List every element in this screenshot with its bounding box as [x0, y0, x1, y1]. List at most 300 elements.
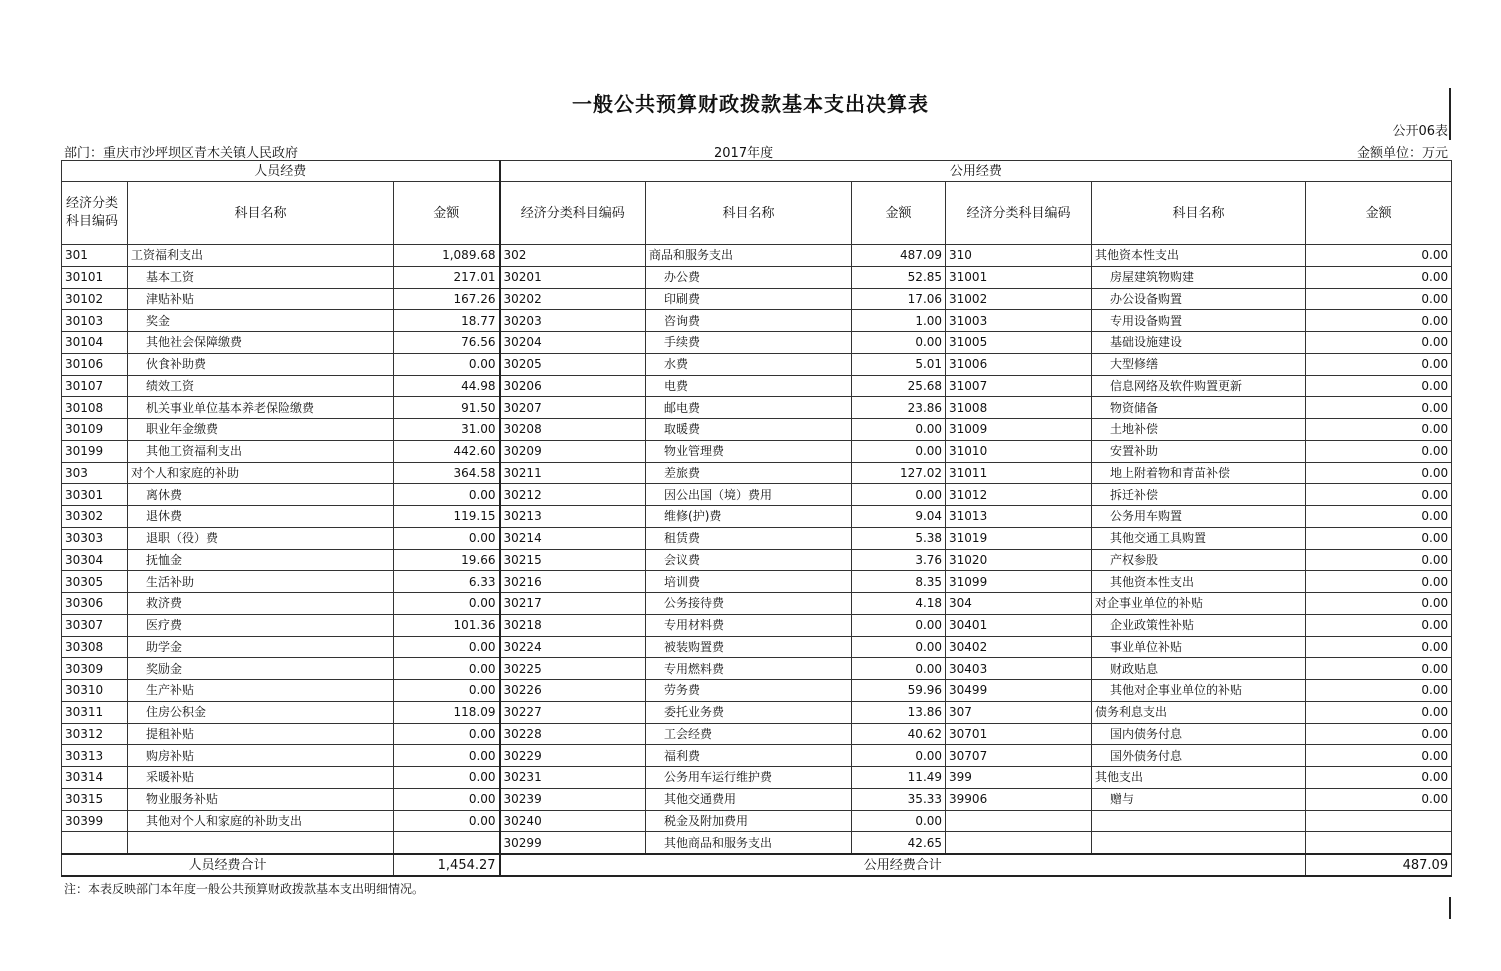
personnel-code-cell: 30312: [62, 723, 128, 745]
personnel-code-cell: 30304: [62, 549, 128, 571]
personnel-name-cell: 津贴补贴: [128, 288, 394, 310]
capital-code-cell: 39906: [946, 788, 1092, 810]
capital-amount-cell: 0.00: [1306, 745, 1452, 767]
goods-amount-cell: 0.00: [852, 810, 946, 832]
goods-code-cell: 30215: [500, 549, 646, 571]
personnel-code-cell: 30306: [62, 593, 128, 615]
personnel-code-cell: 30109: [62, 419, 128, 441]
capital-name-cell: 安置补助: [1092, 440, 1306, 462]
table-row: [62, 419, 1452, 441]
capital-code-cell: 31012: [946, 484, 1092, 506]
capital-name-cell: 房屋建筑物购建: [1092, 266, 1306, 288]
goods-name-cell: 因公出国（境）费用: [646, 484, 852, 506]
col-header-name: 科目名称: [128, 182, 394, 245]
section-header-row: [62, 161, 1452, 182]
capital-amount-cell: 0.00: [1306, 440, 1452, 462]
goods-code-cell: 30225: [500, 658, 646, 680]
personnel-code-cell: 301: [62, 245, 128, 267]
table-row: [62, 310, 1452, 332]
table-row: [62, 440, 1452, 462]
personnel-code-cell: 30104: [62, 332, 128, 354]
personnel-amount-cell: 217.01: [394, 266, 500, 288]
capital-name-cell: 其他资本性支出: [1092, 245, 1306, 267]
goods-name-cell: 其他交通费用: [646, 788, 852, 810]
capital-amount-cell: 0.00: [1306, 288, 1452, 310]
capital-amount-cell: 0.00: [1306, 310, 1452, 332]
goods-amount-cell: 4.18: [852, 593, 946, 615]
personnel-code-cell: 30107: [62, 375, 128, 397]
personnel-amount-cell: 0.00: [394, 527, 500, 549]
personnel-name-cell: 基本工资: [128, 266, 394, 288]
col-header-name-capital: 科目名称: [1092, 182, 1306, 245]
capital-amount-cell: 0.00: [1306, 636, 1452, 658]
personnel-name-cell: [128, 832, 394, 854]
capital-code-cell: 31002: [946, 288, 1092, 310]
personnel-amount-cell: 364.58: [394, 462, 500, 484]
capital-code-cell: 31020: [946, 549, 1092, 571]
goods-code-cell: 30209: [500, 440, 646, 462]
personnel-name-cell: 救济费: [128, 593, 394, 615]
unit-label: 金额单位：万元: [1356, 146, 1448, 161]
personnel-total-amount: 1,454.27: [394, 854, 500, 876]
capital-code-cell: 307: [946, 701, 1092, 723]
personnel-name-cell: 住房公积金: [128, 701, 394, 723]
goods-code-cell: 30240: [500, 810, 646, 832]
page-edge-line-bottom: [1449, 897, 1451, 919]
expenditure-table: [61, 160, 1452, 877]
capital-code-cell: 30499: [946, 680, 1092, 702]
goods-name-cell: 培训费: [646, 571, 852, 593]
table-row: [62, 636, 1452, 658]
capital-amount-cell: 0.00: [1306, 658, 1452, 680]
capital-amount-cell: 0.00: [1306, 680, 1452, 702]
goods-name-cell: 其他商品和服务支出: [646, 832, 852, 854]
goods-code-cell: 30218: [500, 614, 646, 636]
personnel-name-cell: 购房补贴: [128, 745, 394, 767]
col-header-code-capital: 经济分类科目编码: [946, 182, 1092, 245]
goods-code-cell: 30212: [500, 484, 646, 506]
personnel-name-cell: 退休费: [128, 506, 394, 528]
table-row: [62, 614, 1452, 636]
table-row: [62, 658, 1452, 680]
goods-amount-cell: 0.00: [852, 636, 946, 658]
goods-name-cell: 委托业务费: [646, 701, 852, 723]
personnel-name-cell: 职业年金缴费: [128, 419, 394, 441]
goods-amount-cell: 8.35: [852, 571, 946, 593]
personnel-code-cell: 30101: [62, 266, 128, 288]
goods-code-cell: 30204: [500, 332, 646, 354]
personnel-amount-cell: 18.77: [394, 310, 500, 332]
personnel-name-cell: 抚恤金: [128, 549, 394, 571]
goods-amount-cell: 487.09: [852, 245, 946, 267]
capital-code-cell: [946, 810, 1092, 832]
goods-code-cell: 30299: [500, 832, 646, 854]
capital-amount-cell: 0.00: [1306, 484, 1452, 506]
table-row: [62, 701, 1452, 723]
goods-code-cell: 30208: [500, 419, 646, 441]
capital-code-cell: 31008: [946, 397, 1092, 419]
table-row: [62, 353, 1452, 375]
goods-code-cell: 30205: [500, 353, 646, 375]
capital-name-cell: 赠与: [1092, 788, 1306, 810]
personnel-code-cell: 30303: [62, 527, 128, 549]
goods-name-cell: 物业管理费: [646, 440, 852, 462]
goods-name-cell: 水费: [646, 353, 852, 375]
personnel-amount-cell: 167.26: [394, 288, 500, 310]
goods-code-cell: 30229: [500, 745, 646, 767]
personnel-amount-cell: 44.98: [394, 375, 500, 397]
personnel-amount-cell: 0.00: [394, 788, 500, 810]
personnel-amount-cell: 0.00: [394, 745, 500, 767]
goods-amount-cell: 3.76: [852, 549, 946, 571]
capital-code-cell: 31001: [946, 266, 1092, 288]
table-row: [62, 723, 1452, 745]
personnel-amount-cell: 0.00: [394, 593, 500, 615]
goods-code-cell: 30228: [500, 723, 646, 745]
capital-amount-cell: 0.00: [1306, 462, 1452, 484]
department-label: 部门：重庆市沙坪坝区青木关镇人民政府: [64, 146, 299, 161]
table-row: [62, 266, 1452, 288]
goods-amount-cell: 0.00: [852, 614, 946, 636]
goods-name-cell: 电费: [646, 375, 852, 397]
personnel-amount-cell: 119.15: [394, 506, 500, 528]
goods-amount-cell: 0.00: [852, 440, 946, 462]
personnel-code-cell: 30199: [62, 440, 128, 462]
capital-amount-cell: [1306, 832, 1452, 854]
personnel-name-cell: 奖励金: [128, 658, 394, 680]
goods-amount-cell: 0.00: [852, 419, 946, 441]
capital-amount-cell: 0.00: [1306, 332, 1452, 354]
goods-name-cell: 专用燃料费: [646, 658, 852, 680]
personnel-name-cell: 助学金: [128, 636, 394, 658]
personnel-name-cell: 物业服务补贴: [128, 788, 394, 810]
personnel-amount-cell: 0.00: [394, 636, 500, 658]
goods-amount-cell: 52.85: [852, 266, 946, 288]
capital-name-cell: 企业政策性补贴: [1092, 614, 1306, 636]
table-row: [62, 375, 1452, 397]
capital-code-cell: 31003: [946, 310, 1092, 332]
goods-amount-cell: 42.65: [852, 832, 946, 854]
goods-code-cell: 30202: [500, 288, 646, 310]
capital-amount-cell: 0.00: [1306, 245, 1452, 267]
totals-row: [62, 854, 1452, 876]
table-row: [62, 332, 1452, 354]
goods-code-cell: 30239: [500, 788, 646, 810]
goods-name-cell: 税金及附加费用: [646, 810, 852, 832]
capital-code-cell: 31099: [946, 571, 1092, 593]
goods-amount-cell: 40.62: [852, 723, 946, 745]
col-header-code-line1: 经济分类: [66, 195, 119, 211]
capital-name-cell: 其他支出: [1092, 767, 1306, 789]
table-row: [62, 527, 1452, 549]
capital-name-cell: 公务用车购置: [1092, 506, 1306, 528]
personnel-name-cell: 退职（役）费: [128, 527, 394, 549]
table-row: [62, 832, 1452, 854]
personnel-amount-cell: 0.00: [394, 723, 500, 745]
personnel-code-cell: 30314: [62, 767, 128, 789]
goods-code-cell: 30216: [500, 571, 646, 593]
footnote: 注：本表反映部门本年度一般公共预算财政拨款基本支出明细情况。: [64, 882, 425, 896]
table-row: [62, 506, 1452, 528]
capital-name-cell: 其他交通工具购置: [1092, 527, 1306, 549]
capital-name-cell: 产权参股: [1092, 549, 1306, 571]
personnel-code-cell: 30309: [62, 658, 128, 680]
goods-code-cell: 30224: [500, 636, 646, 658]
capital-amount-cell: 0.00: [1306, 419, 1452, 441]
personnel-code-cell: 30315: [62, 788, 128, 810]
capital-name-cell: 专用设备购置: [1092, 310, 1306, 332]
personnel-code-cell: 30102: [62, 288, 128, 310]
col-header-code: [62, 182, 128, 245]
table-row: [62, 549, 1452, 571]
personnel-amount-cell: 31.00: [394, 419, 500, 441]
personnel-name-cell: 绩效工资: [128, 375, 394, 397]
public-total-label: 公用经费合计: [500, 854, 1306, 876]
personnel-amount-cell: 19.66: [394, 549, 500, 571]
capital-name-cell: 土地补偿: [1092, 419, 1306, 441]
personnel-amount-cell: 118.09: [394, 701, 500, 723]
section-public: 公用经费: [500, 161, 1452, 182]
goods-code-cell: 30207: [500, 397, 646, 419]
capital-code-cell: 31006: [946, 353, 1092, 375]
capital-code-cell: 31010: [946, 440, 1092, 462]
personnel-code-cell: 30313: [62, 745, 128, 767]
personnel-code-cell: 30310: [62, 680, 128, 702]
col-header-name-public: 科目名称: [646, 182, 852, 245]
goods-name-cell: 会议费: [646, 549, 852, 571]
section-personnel: 人员经费: [62, 161, 500, 182]
goods-amount-cell: 17.06: [852, 288, 946, 310]
capital-amount-cell: 0.00: [1306, 701, 1452, 723]
personnel-amount-cell: 0.00: [394, 353, 500, 375]
personnel-code-cell: 30302: [62, 506, 128, 528]
personnel-name-cell: 生产补贴: [128, 680, 394, 702]
personnel-name-cell: 采暖补贴: [128, 767, 394, 789]
public-total-amount: 487.09: [1306, 854, 1452, 876]
capital-name-cell: 地上附着物和青苗补偿: [1092, 462, 1306, 484]
personnel-code-cell: 30399: [62, 810, 128, 832]
table-row: [62, 462, 1452, 484]
personnel-code-cell: [62, 832, 128, 854]
capital-amount-cell: 0.00: [1306, 506, 1452, 528]
capital-amount-cell: 0.00: [1306, 593, 1452, 615]
personnel-amount-cell: 1,089.68: [394, 245, 500, 267]
goods-amount-cell: 13.86: [852, 701, 946, 723]
goods-amount-cell: 59.96: [852, 680, 946, 702]
capital-name-cell: 拆迁补偿: [1092, 484, 1306, 506]
personnel-name-cell: 提租补贴: [128, 723, 394, 745]
capital-name-cell: 财政贴息: [1092, 658, 1306, 680]
goods-name-cell: 劳务费: [646, 680, 852, 702]
personnel-amount-cell: 91.50: [394, 397, 500, 419]
table-row: [62, 288, 1452, 310]
capital-amount-cell: 0.00: [1306, 723, 1452, 745]
goods-name-cell: 办公费: [646, 266, 852, 288]
capital-code-cell: 31019: [946, 527, 1092, 549]
capital-code-cell: 31007: [946, 375, 1092, 397]
personnel-amount-cell: 0.00: [394, 767, 500, 789]
goods-code-cell: 30201: [500, 266, 646, 288]
personnel-code-cell: 30308: [62, 636, 128, 658]
year-label: 2017年度: [714, 146, 774, 161]
table-row: [62, 593, 1452, 615]
goods-amount-cell: 35.33: [852, 788, 946, 810]
personnel-amount-cell: 6.33: [394, 571, 500, 593]
table-row: [62, 484, 1452, 506]
goods-code-cell: 30214: [500, 527, 646, 549]
capital-name-cell: 信息网络及软件购置更新: [1092, 375, 1306, 397]
personnel-amount-cell: 76.56: [394, 332, 500, 354]
capital-code-cell: 304: [946, 593, 1092, 615]
page-title: 一般公共预算财政拨款基本支出决算表: [572, 92, 929, 116]
goods-amount-cell: 1.00: [852, 310, 946, 332]
personnel-name-cell: 奖金: [128, 310, 394, 332]
table-row: [62, 680, 1452, 702]
capital-code-cell: 31009: [946, 419, 1092, 441]
capital-amount-cell: 0.00: [1306, 375, 1452, 397]
personnel-amount-cell: 0.00: [394, 484, 500, 506]
table-row: [62, 745, 1452, 767]
personnel-name-cell: 其他对个人和家庭的补助支出: [128, 810, 394, 832]
col-header-amount-capital: 金额: [1306, 182, 1452, 245]
capital-amount-cell: [1306, 810, 1452, 832]
capital-amount-cell: 0.00: [1306, 266, 1452, 288]
personnel-code-cell: 30108: [62, 397, 128, 419]
personnel-amount-cell: [394, 832, 500, 854]
personnel-code-cell: 303: [62, 462, 128, 484]
personnel-code-cell: 30301: [62, 484, 128, 506]
goods-code-cell: 30231: [500, 767, 646, 789]
goods-code-cell: 302: [500, 245, 646, 267]
goods-code-cell: 30226: [500, 680, 646, 702]
personnel-code-cell: 30103: [62, 310, 128, 332]
table-row: [62, 788, 1452, 810]
goods-name-cell: 邮电费: [646, 397, 852, 419]
personnel-name-cell: 其他社会保障缴费: [128, 332, 394, 354]
goods-name-cell: 租赁费: [646, 527, 852, 549]
table-row: [62, 397, 1452, 419]
capital-code-cell: [946, 832, 1092, 854]
personnel-code-cell: 30305: [62, 571, 128, 593]
personnel-name-cell: 医疗费: [128, 614, 394, 636]
capital-code-cell: 31011: [946, 462, 1092, 484]
goods-amount-cell: 0.00: [852, 332, 946, 354]
personnel-name-cell: 其他工资福利支出: [128, 440, 394, 462]
capital-name-cell: 办公设备购置: [1092, 288, 1306, 310]
goods-name-cell: 咨询费: [646, 310, 852, 332]
col-header-amount: 金额: [394, 182, 500, 245]
goods-amount-cell: 5.01: [852, 353, 946, 375]
goods-amount-cell: 23.86: [852, 397, 946, 419]
goods-amount-cell: 11.49: [852, 767, 946, 789]
capital-name-cell: 对企事业单位的补贴: [1092, 593, 1306, 615]
col-header-code-line2: 科目编码: [66, 214, 119, 229]
goods-amount-cell: 127.02: [852, 462, 946, 484]
capital-code-cell: 399: [946, 767, 1092, 789]
goods-name-cell: 商品和服务支出: [646, 245, 852, 267]
capital-name-cell: 其他资本性支出: [1092, 571, 1306, 593]
personnel-name-cell: 机关事业单位基本养老保险缴费: [128, 397, 394, 419]
goods-amount-cell: 5.38: [852, 527, 946, 549]
table-row: [62, 245, 1452, 267]
table-row: [62, 571, 1452, 593]
capital-name-cell: 债务利息支出: [1092, 701, 1306, 723]
goods-name-cell: 公务用车运行维护费: [646, 767, 852, 789]
goods-amount-cell: 0.00: [852, 484, 946, 506]
capital-code-cell: 30402: [946, 636, 1092, 658]
capital-code-cell: 30707: [946, 745, 1092, 767]
capital-name-cell: 其他对企事业单位的补贴: [1092, 680, 1306, 702]
personnel-amount-cell: 0.00: [394, 658, 500, 680]
goods-name-cell: 专用材料费: [646, 614, 852, 636]
goods-code-cell: 30211: [500, 462, 646, 484]
capital-name-cell: 国外债务付息: [1092, 745, 1306, 767]
personnel-total-label: 人员经费合计: [62, 854, 394, 876]
column-header-row: [62, 182, 1452, 245]
personnel-name-cell: 对个人和家庭的补助: [128, 462, 394, 484]
goods-name-cell: 差旅费: [646, 462, 852, 484]
goods-code-cell: 30217: [500, 593, 646, 615]
goods-name-cell: 被装购置费: [646, 636, 852, 658]
capital-name-cell: 国内债务付息: [1092, 723, 1306, 745]
goods-code-cell: 30227: [500, 701, 646, 723]
goods-amount-cell: 0.00: [852, 658, 946, 680]
capital-amount-cell: 0.00: [1306, 614, 1452, 636]
capital-amount-cell: 0.00: [1306, 571, 1452, 593]
capital-name-cell: [1092, 810, 1306, 832]
goods-code-cell: 30203: [500, 310, 646, 332]
personnel-amount-cell: 0.00: [394, 680, 500, 702]
goods-code-cell: 30206: [500, 375, 646, 397]
personnel-amount-cell: 0.00: [394, 810, 500, 832]
personnel-code-cell: 30106: [62, 353, 128, 375]
capital-code-cell: 30403: [946, 658, 1092, 680]
personnel-name-cell: 工资福利支出: [128, 245, 394, 267]
goods-amount-cell: 9.04: [852, 506, 946, 528]
capital-code-cell: 31013: [946, 506, 1092, 528]
capital-code-cell: 31005: [946, 332, 1092, 354]
capital-amount-cell: 0.00: [1306, 549, 1452, 571]
capital-amount-cell: 0.00: [1306, 527, 1452, 549]
capital-code-cell: 30701: [946, 723, 1092, 745]
goods-name-cell: 福利费: [646, 745, 852, 767]
goods-name-cell: 手续费: [646, 332, 852, 354]
table-row: [62, 810, 1452, 832]
capital-amount-cell: 0.00: [1306, 353, 1452, 375]
personnel-name-cell: 离休费: [128, 484, 394, 506]
form-code: 公开06表: [1392, 124, 1448, 139]
goods-name-cell: 印刷费: [646, 288, 852, 310]
goods-amount-cell: 0.00: [852, 745, 946, 767]
col-header-code-public: 经济分类科目编码: [500, 182, 646, 245]
personnel-amount-cell: 101.36: [394, 614, 500, 636]
capital-amount-cell: 0.00: [1306, 788, 1452, 810]
capital-name-cell: 大型修缮: [1092, 353, 1306, 375]
capital-amount-cell: 0.00: [1306, 767, 1452, 789]
personnel-amount-cell: 442.60: [394, 440, 500, 462]
table-row: [62, 767, 1452, 789]
goods-code-cell: 30213: [500, 506, 646, 528]
goods-name-cell: 维修(护)费: [646, 506, 852, 528]
goods-name-cell: 工会经费: [646, 723, 852, 745]
goods-name-cell: 取暖费: [646, 419, 852, 441]
goods-amount-cell: 25.68: [852, 375, 946, 397]
capital-name-cell: 事业单位补贴: [1092, 636, 1306, 658]
goods-name-cell: 公务接待费: [646, 593, 852, 615]
capital-name-cell: [1092, 832, 1306, 854]
capital-code-cell: 310: [946, 245, 1092, 267]
personnel-code-cell: 30307: [62, 614, 128, 636]
